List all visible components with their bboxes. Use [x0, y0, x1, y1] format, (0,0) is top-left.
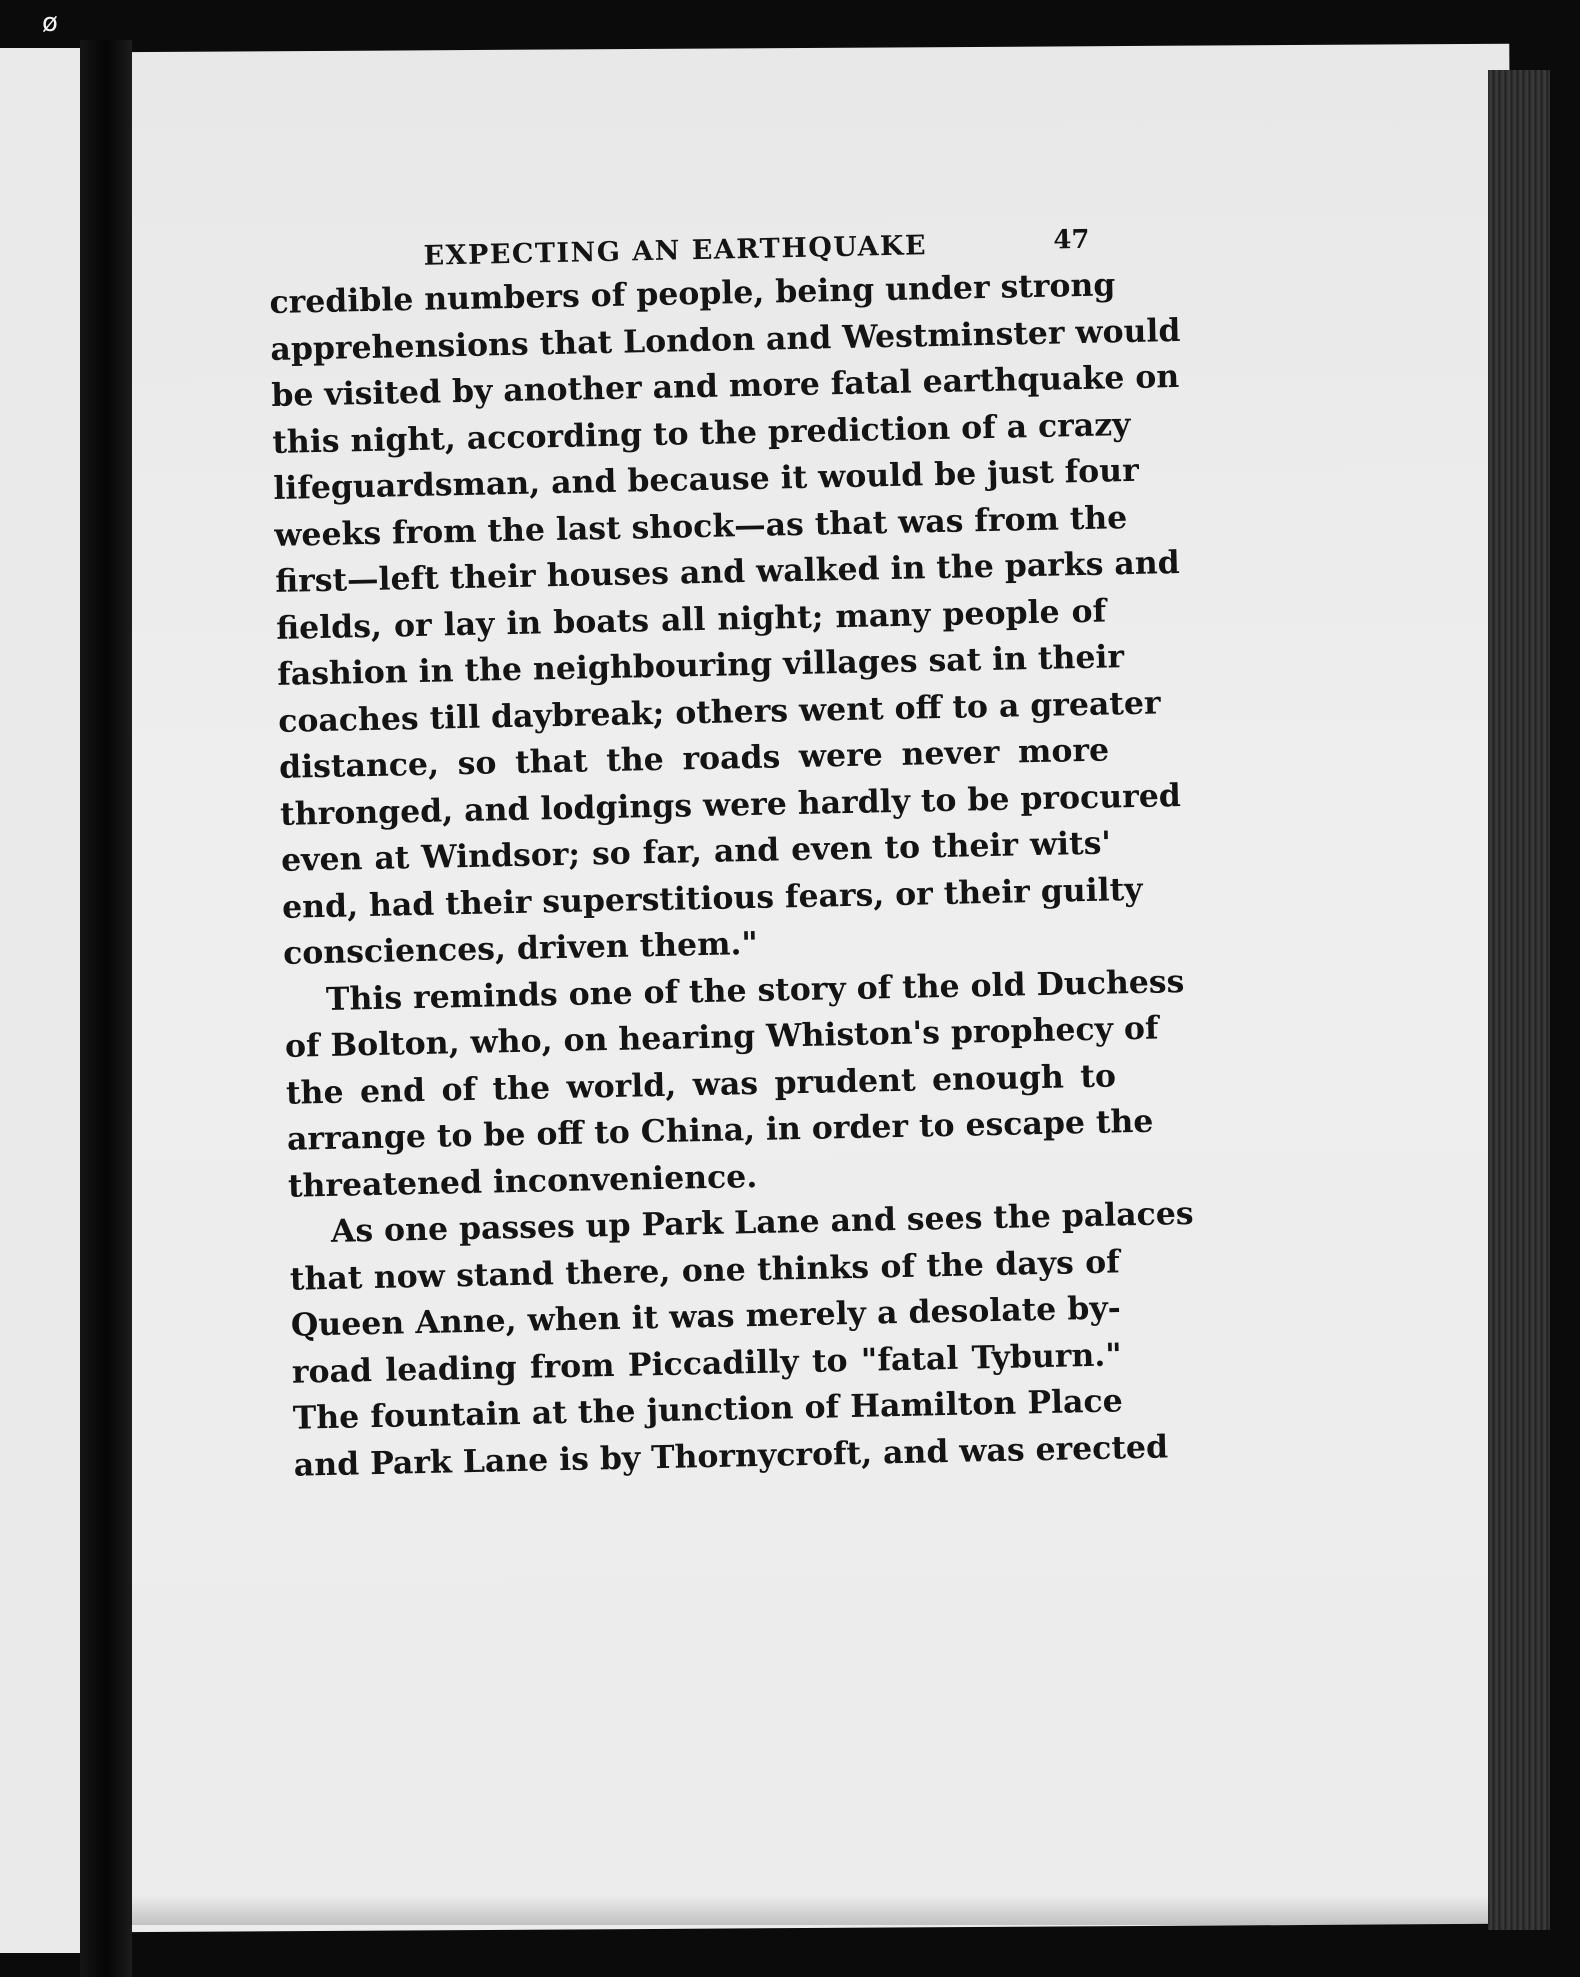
text-line: that now stand there, one thinks of the days of [289, 1242, 1121, 1298]
running-head-title: EXPECTING AN EARTHQUAKE [423, 230, 928, 272]
text-line: credible numbers of people, being under strong [269, 266, 1116, 321]
paragraph [288, 1192, 1194, 1488]
text-line: the end of the world, was prudent enough to [285, 1056, 1117, 1112]
text-line: The fountain at the junction of Hamilton Place [292, 1382, 1124, 1437]
text-line: Queen Anne, when it was merely a desolate by- [290, 1289, 1122, 1344]
margin-mark: ø [42, 8, 58, 38]
page-text-block [268, 215, 1194, 1489]
page-stack-edge [1488, 70, 1550, 1930]
text-line: arrange to be off to China, in order to escape the [286, 1102, 1154, 1158]
text-line: threatened inconvenience. [287, 1157, 758, 1205]
paragraph [269, 263, 1182, 978]
left-page-edge [0, 48, 84, 1953]
paragraph [284, 960, 1185, 1210]
text-line: lifeguardsman, and because it would be just four [272, 451, 1140, 507]
text-line: even at Windsor; so far, and even to their wits' [280, 824, 1112, 879]
text-line: road leading from Piccadilly to "fatal Tyburn." [291, 1335, 1123, 1391]
page-number: 47 [1053, 224, 1090, 256]
text-line: consciences, driven them." [282, 924, 759, 972]
text-line: This reminds one of the story of the old Duchess [325, 962, 1185, 1018]
text-line: coaches till daybreak; others went off to a greater [277, 683, 1161, 740]
text-line: this night, according to the prediction of a crazy [272, 405, 1131, 461]
text-line: apprehensions that London and Westminster would [270, 311, 1181, 368]
text-line: fields, or lay in boats all night; many people of [275, 592, 1107, 647]
text-line: be visited by another and more fatal earthquake on [271, 357, 1180, 414]
text-line: As one passes up Park Lane and sees the palaces [330, 1194, 1194, 1250]
text-line: and Park Lane is by Thornycroft, and was erected [293, 1427, 1169, 1484]
body-text [269, 263, 1194, 1489]
text-line: distance, so that the roads were never more [278, 731, 1110, 786]
book-gutter [80, 40, 132, 1977]
text-line: of Bolton, who, on hearing Whiston's prophecy of [284, 1009, 1159, 1065]
text-line: first—left their houses and walked in the parks and [274, 543, 1181, 600]
text-line: weeks from the last shock—as that was from the [273, 498, 1128, 554]
text-line: end, had their superstitious fears, or their guilty [281, 870, 1143, 926]
text-line: thronged, and lodgings were hardly to be procured [279, 776, 1182, 833]
page-shadow [130, 1895, 1490, 1925]
text-line: fashion in the neighbouring villages sat in their [276, 638, 1125, 693]
